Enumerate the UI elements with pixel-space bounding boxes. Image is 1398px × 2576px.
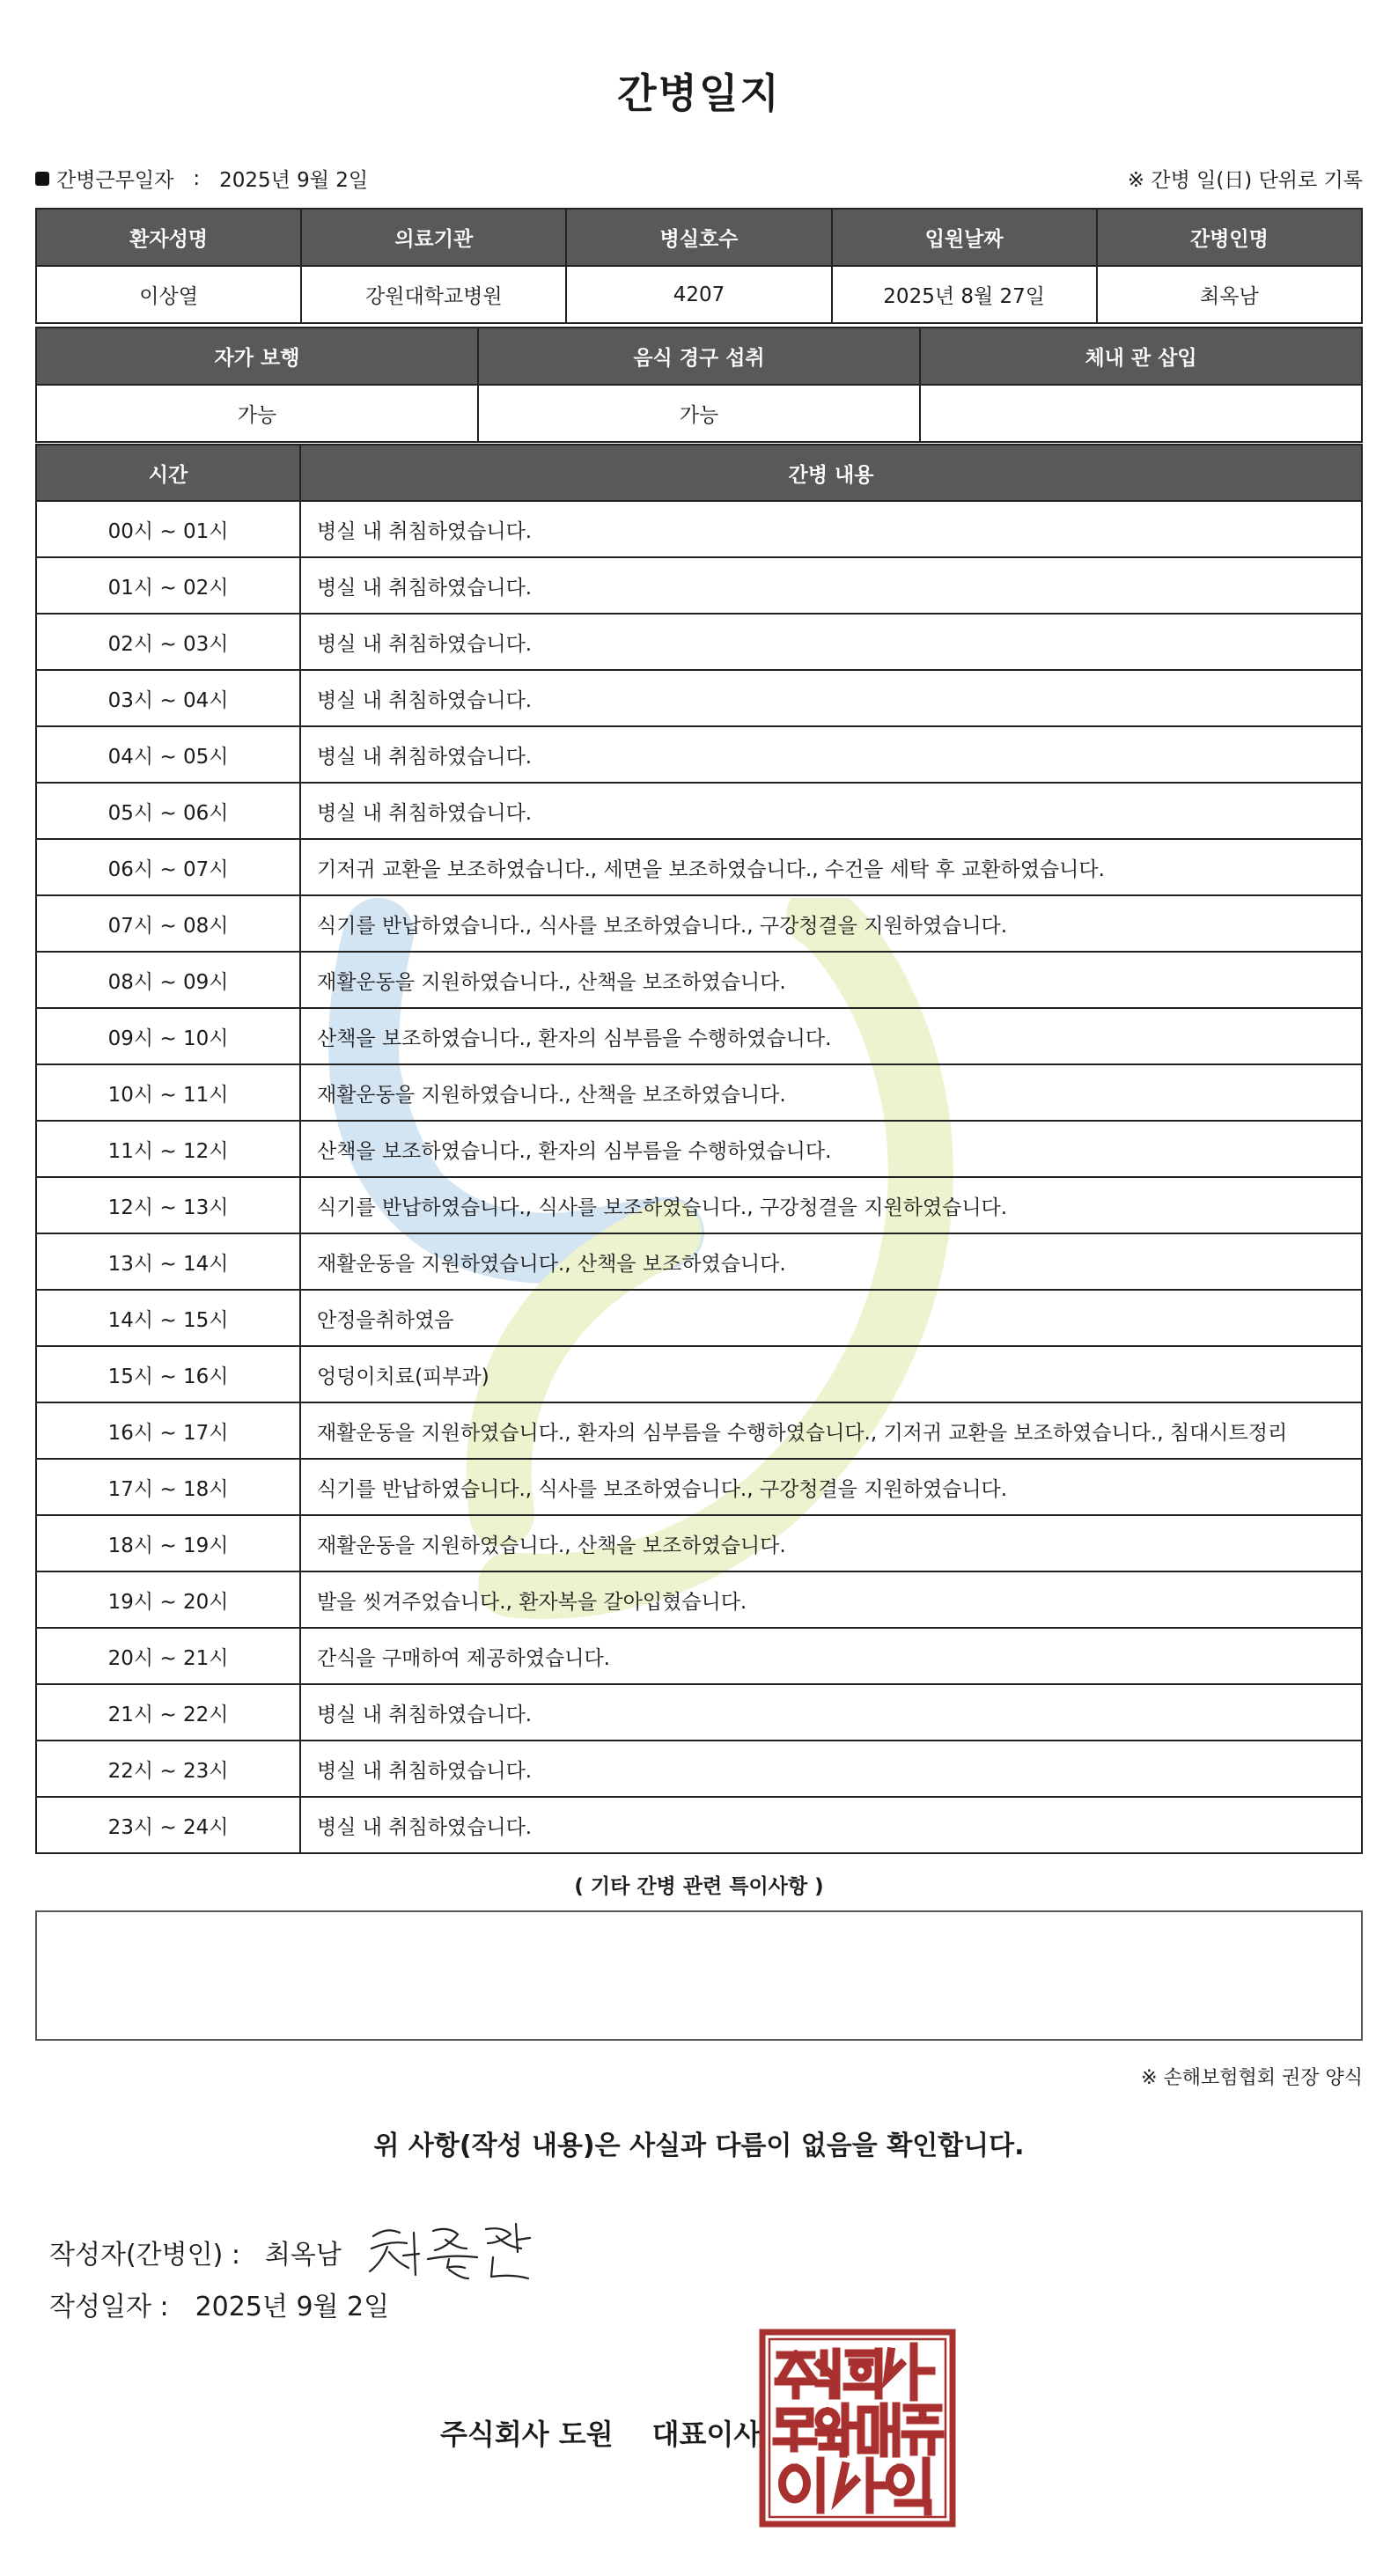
room-number: 4207	[566, 266, 831, 323]
header-patient-name: 환자성명	[36, 209, 301, 266]
written-date-label: 작성일자 :	[49, 2292, 169, 2322]
time-slot: 14시 ~ 15시	[36, 1290, 300, 1346]
company-seal-stamp	[759, 2329, 956, 2528]
time-slot: 21시 ~ 22시	[36, 1684, 300, 1741]
oral-intake-value: 가능	[478, 385, 920, 442]
time-slot: 15시 ~ 16시	[36, 1346, 300, 1402]
care-content: 병실 내 취침하였습니다.	[300, 670, 1362, 726]
remarks-box	[35, 1910, 1363, 2041]
patient-info-value-row	[36, 266, 1362, 323]
time-slot: 23시 ~ 24시	[36, 1797, 300, 1853]
care-log-row	[36, 1571, 1362, 1628]
care-log-header-row	[36, 445, 1362, 501]
time-slot: 13시 ~ 14시	[36, 1233, 300, 1290]
care-log-row	[36, 1290, 1362, 1346]
care-log-row	[36, 839, 1362, 895]
care-log-row	[36, 1515, 1362, 1571]
daily-record-note: ※ 간병 일(日) 단위로 기록	[1127, 169, 1363, 192]
time-slot: 12시 ~ 13시	[36, 1177, 300, 1233]
patient-status-table	[35, 327, 1363, 443]
care-content: 식기를 반납하였습니다., 식사를 보조하였습니다., 구강청결을 지원하였습니다.	[300, 895, 1362, 952]
confirmation-statement: 위 사항(작성 내용)은 사실과 다름이 없음을 확인합니다.	[373, 2131, 1025, 2161]
document-title: 간병일지	[617, 70, 781, 117]
work-date-row	[35, 164, 1363, 199]
writer-name: 최옥남	[264, 2240, 342, 2271]
care-content: 병실 내 취침하였습니다.	[300, 1684, 1362, 1741]
care-content: 재활운동을 지원하였습니다., 환자의 심부름을 수행하였습니다., 기저귀 교환을 보조하였습니다., 침대시트정리	[300, 1402, 1362, 1459]
hospital-name: 강원대학교병원	[301, 266, 566, 323]
header-tube-insertion: 체내 관 삽입	[920, 328, 1362, 385]
header-caregiver-name: 간병인명	[1097, 209, 1362, 266]
care-content: 간식을 구매하여 제공하였습니다.	[300, 1628, 1362, 1684]
header-oral-intake: 음식 경구 섭취	[478, 328, 920, 385]
patient-info-table	[35, 208, 1363, 324]
care-content: 재활운동을 지원하였습니다., 산책을 보조하였습니다.	[300, 952, 1362, 1008]
care-log-row	[36, 1008, 1362, 1064]
care-content: 병실 내 취침하였습니다.	[300, 783, 1362, 839]
care-log-row	[36, 1684, 1362, 1741]
time-slot: 04시 ~ 05시	[36, 726, 300, 783]
care-log-body	[36, 501, 1362, 1853]
care-log-row	[36, 1177, 1362, 1233]
company-signature	[440, 2412, 761, 2453]
header-self-walking: 자가 보행	[36, 328, 478, 385]
time-slot: 20시 ~ 21시	[36, 1628, 300, 1684]
time-slot: 06시 ~ 07시	[36, 839, 300, 895]
care-content: 재활운동을 지원하였습니다., 산책을 보조하였습니다.	[300, 1233, 1362, 1290]
representative-title: 대표이사	[651, 2418, 762, 2451]
care-content: 병실 내 취침하였습니다.	[300, 557, 1362, 614]
care-content: 병실 내 취침하였습니다.	[300, 1797, 1362, 1853]
written-date-value: 2025년 9월 2일	[195, 2292, 390, 2322]
status-value-row	[36, 385, 1362, 442]
care-log-row	[36, 557, 1362, 614]
care-log-row	[36, 1233, 1362, 1290]
time-slot: 10시 ~ 11시	[36, 1064, 300, 1121]
time-slot: 08시 ~ 09시	[36, 952, 300, 1008]
status-header-row	[36, 328, 1362, 385]
caregiver-name: 최옥남	[1097, 266, 1362, 323]
care-content: 재활운동을 지원하였습니다., 산책을 보조하였습니다.	[300, 1515, 1362, 1571]
care-content: 병실 내 취침하였습니다.	[300, 1741, 1362, 1797]
care-content: 발을 씻겨주었습니다., 환자복을 갈아입혔습니다.	[300, 1571, 1362, 1628]
patient-info-header-row	[36, 209, 1362, 266]
header-care-content: 간병 내용	[300, 445, 1362, 501]
care-content: 산책을 보조하였습니다., 환자의 심부름을 수행하였습니다.	[300, 1121, 1362, 1177]
care-log-row	[36, 1064, 1362, 1121]
care-log-row	[36, 1121, 1362, 1177]
care-log-row	[36, 1402, 1362, 1459]
time-slot: 02시 ~ 03시	[36, 614, 300, 670]
care-content: 병실 내 취침하였습니다.	[300, 726, 1362, 783]
care-log-row	[36, 670, 1362, 726]
care-content: 식기를 반납하였습니다., 식사를 보조하였습니다., 구강청결을 지원하였습니다.	[300, 1177, 1362, 1233]
care-log-row	[36, 783, 1362, 839]
care-content: 식기를 반납하였습니다., 식사를 보조하였습니다., 구강청결을 지원하였습니다.	[300, 1459, 1362, 1515]
time-slot: 03시 ~ 04시	[36, 670, 300, 726]
tube-insertion-value	[920, 385, 1362, 442]
written-date-row	[49, 2285, 389, 2323]
care-content: 산책을 보조하였습니다., 환자의 심부름을 수행하였습니다.	[300, 1008, 1362, 1064]
time-slot: 01시 ~ 02시	[36, 557, 300, 614]
time-slot: 09시 ~ 10시	[36, 1008, 300, 1064]
writer-row	[49, 2217, 541, 2287]
work-date-separator: :	[193, 166, 201, 190]
writer-label: 작성자(간병인) :	[49, 2240, 240, 2271]
time-slot: 17시 ~ 18시	[36, 1459, 300, 1515]
time-slot: 19시 ~ 20시	[36, 1571, 300, 1628]
time-slot: 22시 ~ 23시	[36, 1741, 300, 1797]
care-log-row	[36, 501, 1362, 557]
time-slot: 18시 ~ 19시	[36, 1515, 300, 1571]
care-log-table	[35, 444, 1363, 1854]
work-date-label: 간병근무일자	[56, 169, 174, 192]
header-admission-date: 입원날짜	[832, 209, 1097, 266]
time-slot: 16시 ~ 17시	[36, 1402, 300, 1459]
self-walking-value: 가능	[36, 385, 478, 442]
admission-date: 2025년 8월 27일	[832, 266, 1097, 323]
work-date	[35, 164, 368, 193]
time-slot: 05시 ~ 06시	[36, 783, 300, 839]
remarks-title: ( 기타 간병 관련 특이사항 )	[574, 1875, 824, 1898]
patient-name: 이상열	[36, 266, 301, 323]
care-content: 병실 내 취침하였습니다.	[300, 614, 1362, 670]
work-date-value: 2025년 9월 2일	[219, 169, 369, 192]
care-log-row	[36, 1797, 1362, 1853]
care-log-row	[36, 726, 1362, 783]
care-log-row	[36, 895, 1362, 952]
company-name: 주식회사 도원	[440, 2418, 614, 2451]
care-log-row	[36, 952, 1362, 1008]
care-log-row	[36, 1346, 1362, 1402]
form-source-note: ※ 손해보험협회 권장 양식	[1141, 2067, 1363, 2089]
care-content: 기저귀 교환을 보조하였습니다., 세면을 보조하였습니다., 수건을 세탁 후 교환하였습니다.	[300, 839, 1362, 895]
header-time: 시간	[36, 445, 300, 501]
header-hospital: 의료기관	[301, 209, 566, 266]
header-room-number: 병실호수	[566, 209, 831, 266]
square-bullet-icon	[35, 172, 49, 186]
care-content: 엉덩이치료(피부과)	[300, 1346, 1362, 1402]
care-log-row	[36, 1741, 1362, 1797]
care-content: 재활운동을 지원하였습니다., 산책을 보조하였습니다.	[300, 1064, 1362, 1121]
care-log-row	[36, 1459, 1362, 1515]
time-slot: 11시 ~ 12시	[36, 1121, 300, 1177]
care-log-row	[36, 614, 1362, 670]
care-content: 병실 내 취침하였습니다.	[300, 501, 1362, 557]
time-slot: 00시 ~ 01시	[36, 501, 300, 557]
time-slot: 07시 ~ 08시	[36, 895, 300, 952]
care-log-row	[36, 1628, 1362, 1684]
care-content: 안정을취하였음	[300, 1290, 1362, 1346]
handwritten-signature	[364, 2217, 541, 2287]
